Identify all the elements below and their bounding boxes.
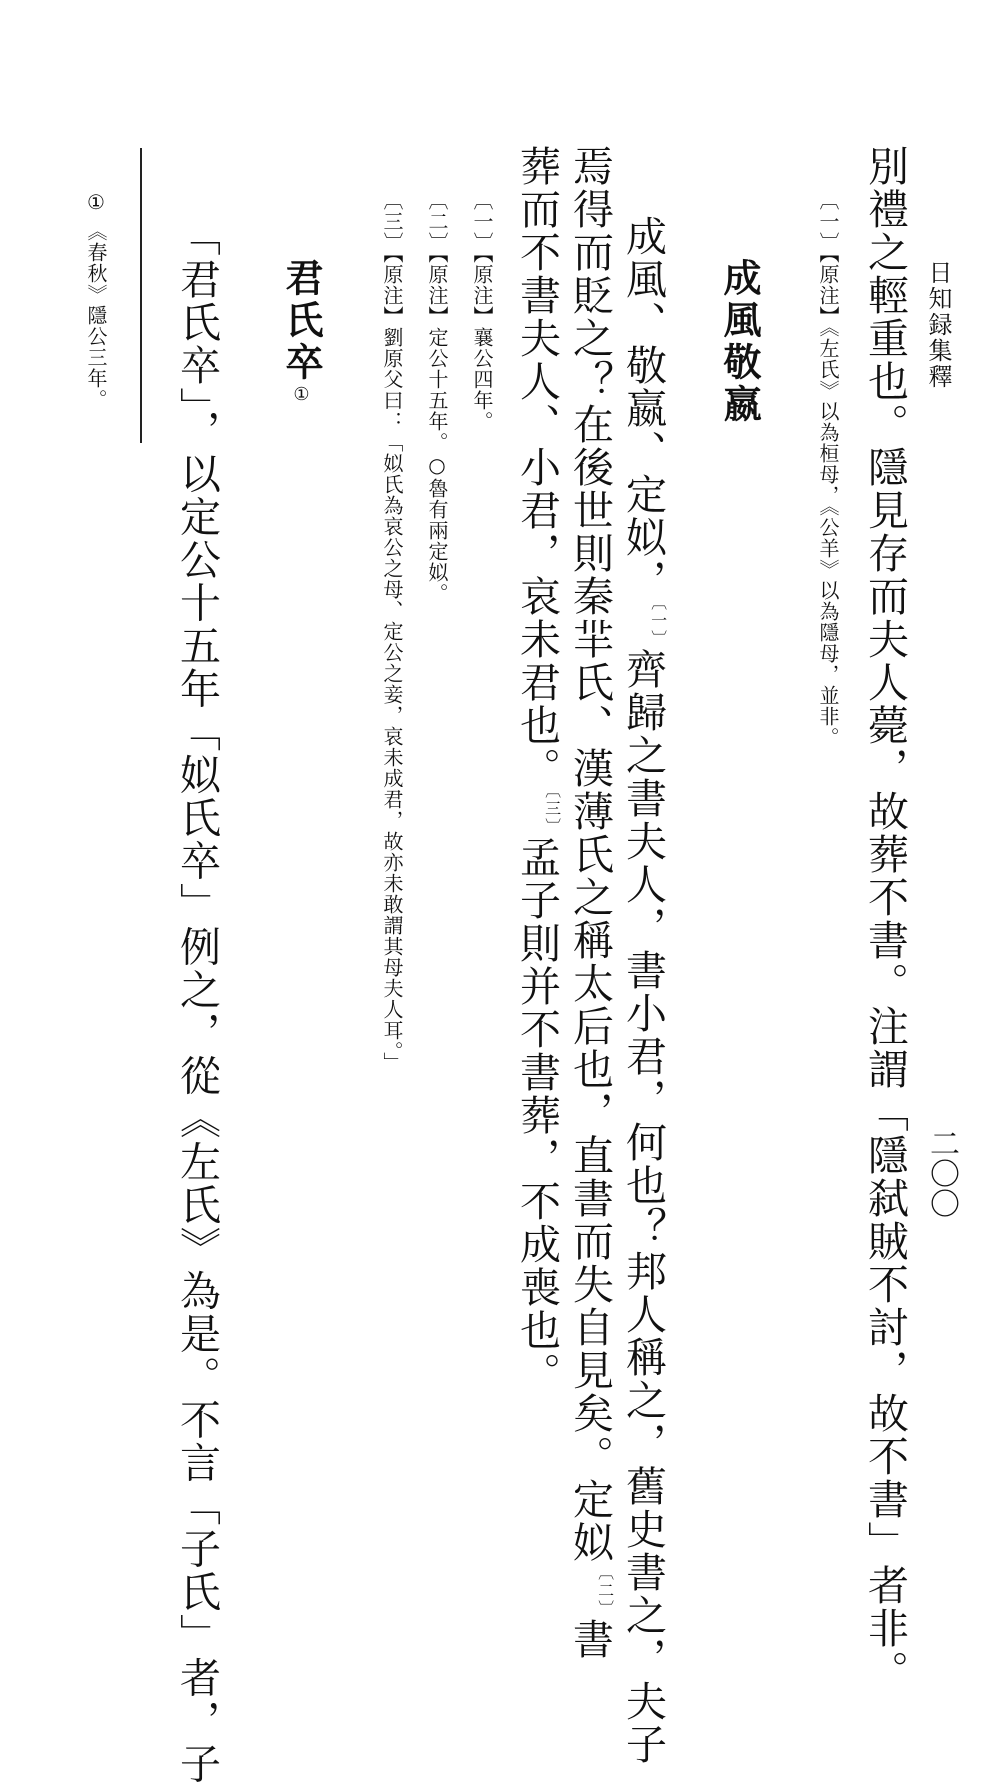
note-ref-3: 〔三〕 bbox=[542, 790, 562, 836]
footnote-marker: ① bbox=[84, 190, 108, 215]
note-ref-1: 〔一〕 bbox=[648, 602, 668, 648]
text-segment: 焉得而貶之？在後世則秦羋氏、漢薄氏之稱太后也，直書而失自見矣。定姒 bbox=[566, 145, 614, 1564]
footnote bbox=[86, 190, 106, 410]
note-2: 〔二〕【原注】定公十五年。○魯有兩定姒。 bbox=[425, 190, 449, 604]
note-1: 〔一〕【原注】襄公四年。 bbox=[470, 190, 494, 432]
text-column-5 bbox=[566, 145, 615, 1661]
text-segment: 葬而不書夫人、小君，哀未君也。 bbox=[513, 145, 561, 790]
text-segment: 書 bbox=[566, 1618, 614, 1661]
text-column-6 bbox=[513, 145, 562, 1395]
note-column-1: 〔一〕【原注】《左氏》以為桓母，《公羊》以為隱母，並非。 bbox=[816, 190, 840, 748]
text-segment: 齊歸之書夫人，書小君，何也？邦人稱之，舊史書之，夫子 bbox=[619, 648, 667, 1766]
footnote-rule bbox=[140, 148, 142, 443]
section-title-chengfeng-jingying: 成風敬嬴 bbox=[717, 258, 762, 426]
text-segment: 孟子則并不書葬，不成喪也。 bbox=[513, 836, 561, 1395]
note-3: 〔三〕【原注】劉原父曰：「姒氏為哀公之母、定公之妾，哀未成君，故亦未敢謂其母夫人耳。」 bbox=[380, 190, 404, 1073]
footnote-ref: ① bbox=[291, 384, 312, 409]
book-title: 日知録集釋 bbox=[924, 260, 952, 390]
text-column-11: 「君氏卒」，以定公十五年「姒氏卒」例之，從《左氏》為是。不言「子氏」者，子 bbox=[173, 215, 221, 1786]
text-segment: 成風、敬嬴、定姒， bbox=[619, 215, 667, 602]
note-ref-2: 〔二〕 bbox=[595, 1564, 615, 1618]
page-number: 二〇〇 bbox=[924, 1128, 959, 1218]
text-column-1: 別禮之輕重也。隱見存而夫人薨，故葬不書。注謂「隱弑賊不討，故不書」者非。 bbox=[861, 145, 909, 1693]
text-column-4 bbox=[619, 215, 668, 1766]
section-title-junshi-zu bbox=[279, 258, 324, 409]
section-title-text: 君氏卒 bbox=[279, 258, 324, 384]
footnote-text: 《春秋》隱公三年。 bbox=[84, 221, 108, 410]
